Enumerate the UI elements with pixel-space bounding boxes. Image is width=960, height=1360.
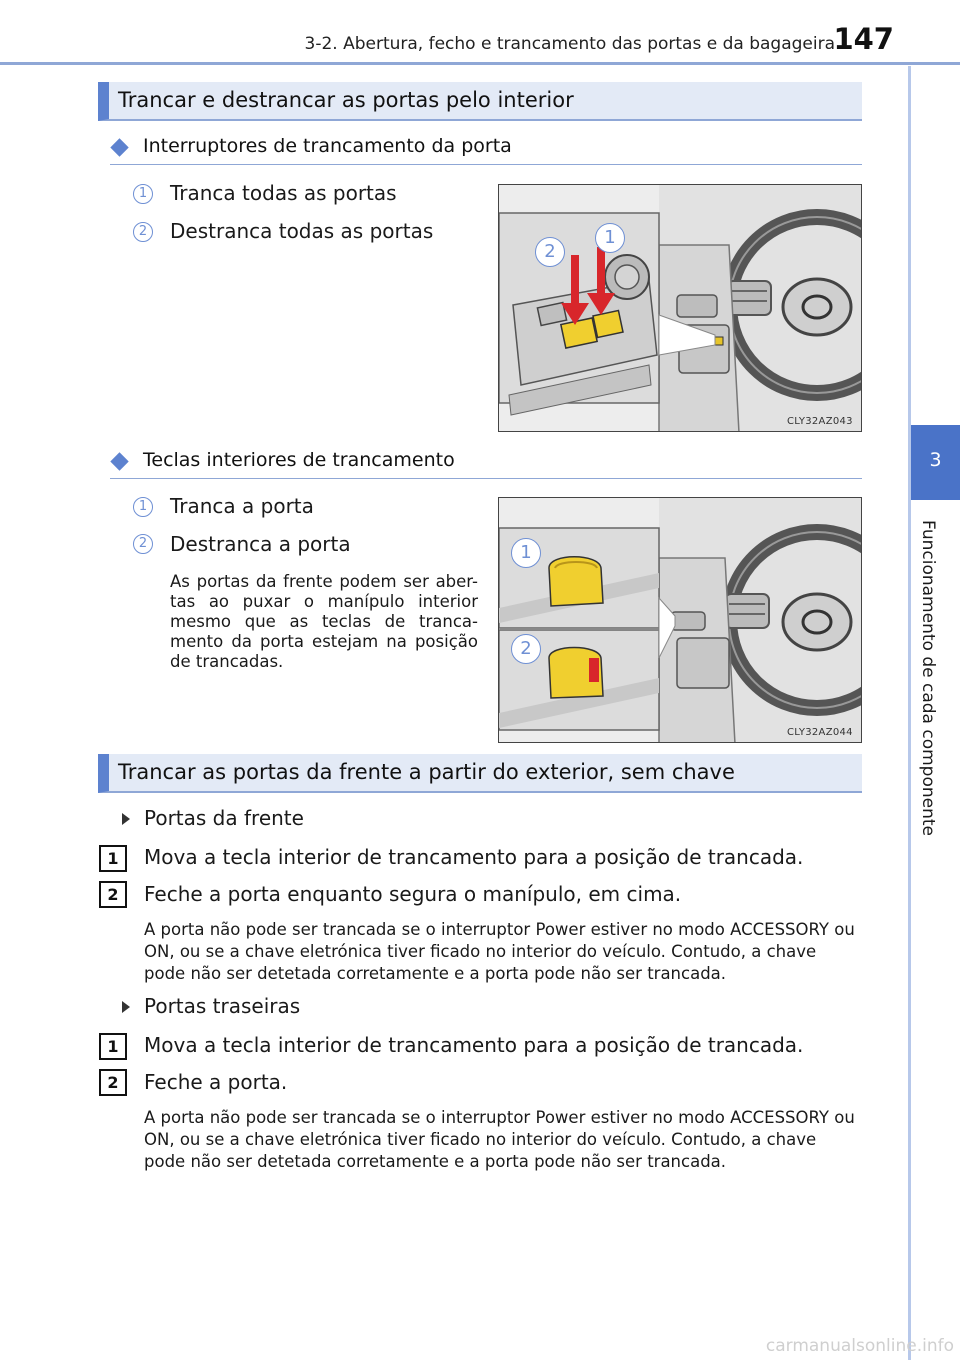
subheading-front-doors: Portas da frente bbox=[144, 806, 304, 830]
door-lock-switch-illustration bbox=[499, 185, 862, 432]
item-text: Destranca todas as portas bbox=[170, 219, 434, 243]
item-text: Tranca a porta bbox=[170, 494, 314, 518]
step-number-box: 1 bbox=[99, 1033, 127, 1060]
figure-code: CLY32AZ044 bbox=[787, 727, 853, 738]
callout-circle-1: 1 bbox=[511, 538, 541, 568]
subheading-text: Interruptores de trancamento da porta bbox=[143, 135, 512, 157]
side-rule bbox=[908, 66, 911, 1360]
diamond-bullet-icon bbox=[110, 138, 128, 156]
step-text: Feche a porta. bbox=[144, 1070, 288, 1094]
subheading-rear-doors: Portas traseiras bbox=[144, 994, 301, 1018]
item-number-circle: 1 bbox=[133, 497, 153, 517]
triangle-bullet-icon bbox=[122, 813, 130, 825]
subheading-text: Teclas interiores de trancamento bbox=[143, 449, 455, 471]
triangle-bullet-icon bbox=[122, 1001, 130, 1013]
watermark: carmanualsonline.info bbox=[765, 1336, 954, 1356]
step-text: Mova a tecla interior de trancamento para a posição de trancada. bbox=[144, 1033, 804, 1057]
step-number-box: 2 bbox=[99, 881, 127, 908]
figure-door-lock-switch bbox=[498, 184, 862, 432]
subheading-door-lock-switches bbox=[110, 135, 862, 165]
header-rule bbox=[0, 62, 960, 65]
item-number-circle: 2 bbox=[133, 534, 153, 554]
diamond-bullet-icon bbox=[110, 452, 128, 470]
section-title-interior-locking: Trancar e destrancar as portas pelo interior bbox=[98, 82, 862, 121]
callout-circle-1: 1 bbox=[595, 223, 625, 253]
callout-circle-2: 2 bbox=[535, 237, 565, 267]
page-number: 147 bbox=[833, 22, 894, 56]
subheading-interior-lock-buttons bbox=[110, 449, 862, 479]
interior-lock-button-illustration bbox=[499, 498, 862, 743]
figure-code: CLY32AZ043 bbox=[787, 416, 853, 427]
header-title: 3-2. Abertura, fecho e trancamento das portas e da bagageira bbox=[304, 34, 835, 54]
chapter-label: Funcionamento de cada componente bbox=[918, 520, 938, 836]
step-number-box: 1 bbox=[99, 845, 127, 872]
figure-interior-lock-buttons bbox=[498, 497, 862, 743]
step-number-box: 2 bbox=[99, 1069, 127, 1096]
page-header bbox=[0, 0, 960, 64]
note-front-doors-warning: A porta não pode ser trancada se o interruptor Power estiver no modo ACCESSORY ou ON, ou se a chave eletrónica tiver ficado no interior do veículo. Contudo, a chave pode não ser detetada corretamente e a porta pode não ser trancada. bbox=[144, 920, 855, 983]
step-text: Feche a porta enquanto segura o manípulo, em cima. bbox=[144, 882, 682, 906]
item-number-circle: 1 bbox=[133, 184, 153, 204]
chapter-tab: 3 bbox=[911, 425, 960, 500]
item-number-circle: 2 bbox=[133, 222, 153, 242]
section-title-exterior-locking: Trancar as portas da frente a partir do exterior, sem chave bbox=[98, 754, 862, 793]
note-front-doors: As portas da frente podem ser aber-tas ao puxar o manípulo interior mesmo que as teclas de tranca-mento da porta estejam na posição de trancadas. bbox=[170, 572, 478, 671]
callout-circle-2: 2 bbox=[511, 634, 541, 664]
step-text: Mova a tecla interior de trancamento para a posição de trancada. bbox=[144, 845, 804, 869]
item-text: Destranca a porta bbox=[170, 532, 351, 556]
note-rear-doors-warning: A porta não pode ser trancada se o interruptor Power estiver no modo ACCESSORY ou ON, ou se a chave eletrónica tiver ficado no interior do veículo. Contudo, a chave pode não ser detetada corretamente e a porta pode não ser trancada. bbox=[144, 1108, 855, 1171]
item-text: Tranca todas as portas bbox=[170, 181, 397, 205]
